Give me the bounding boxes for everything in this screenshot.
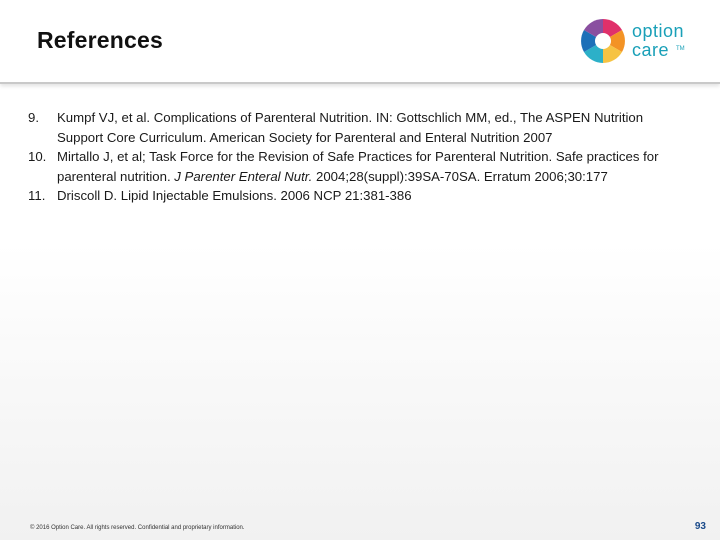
journal-name: J Parenter Enteral Nutr. bbox=[174, 168, 313, 184]
reference-text: Driscoll D. Lipid Injectable Emulsions. 2006 NCP 21:381-386 bbox=[57, 188, 412, 203]
logo-wordmark bbox=[632, 22, 684, 60]
page-title: References bbox=[37, 27, 164, 53]
reference-number: 9. bbox=[28, 110, 39, 125]
reference-number: 10. bbox=[28, 149, 47, 164]
option-care-logo bbox=[580, 18, 700, 68]
logo-line-option: option bbox=[632, 21, 685, 41]
logo-trademark: TM bbox=[676, 46, 685, 52]
reference-item bbox=[28, 147, 668, 186]
reference-list bbox=[28, 108, 668, 206]
logo-line-care: care bbox=[632, 40, 670, 60]
option-care-pinwheel-icon bbox=[580, 18, 626, 64]
reference-citation: 2004;28(suppl):39SA-70SA. Erratum 2006;30:177 bbox=[312, 168, 608, 184]
copyright-footer: © 2016 Option Care. All rights reserved. Confidential and proprietary information. bbox=[30, 525, 245, 531]
page-number: 93 bbox=[694, 521, 706, 532]
reference-text: Mirtallo J, et al; Task Force for the Revision of Safe Practices for Parenteral Nutrition. Safe practices for parenteral nutrition. bbox=[57, 149, 659, 184]
reference-item bbox=[28, 186, 668, 206]
reference-text: Kumpf VJ, et al. Complications of Parenteral Nutrition. IN: Gottschlich MM, ed., The ASPEN Nutrition Support Core Curriculum. American Society for Parenteral and Enteral Nutrition 2007 bbox=[57, 110, 644, 145]
reference-item bbox=[28, 108, 668, 147]
reference-number: 11. bbox=[28, 188, 46, 203]
slide-header bbox=[0, 0, 720, 84]
